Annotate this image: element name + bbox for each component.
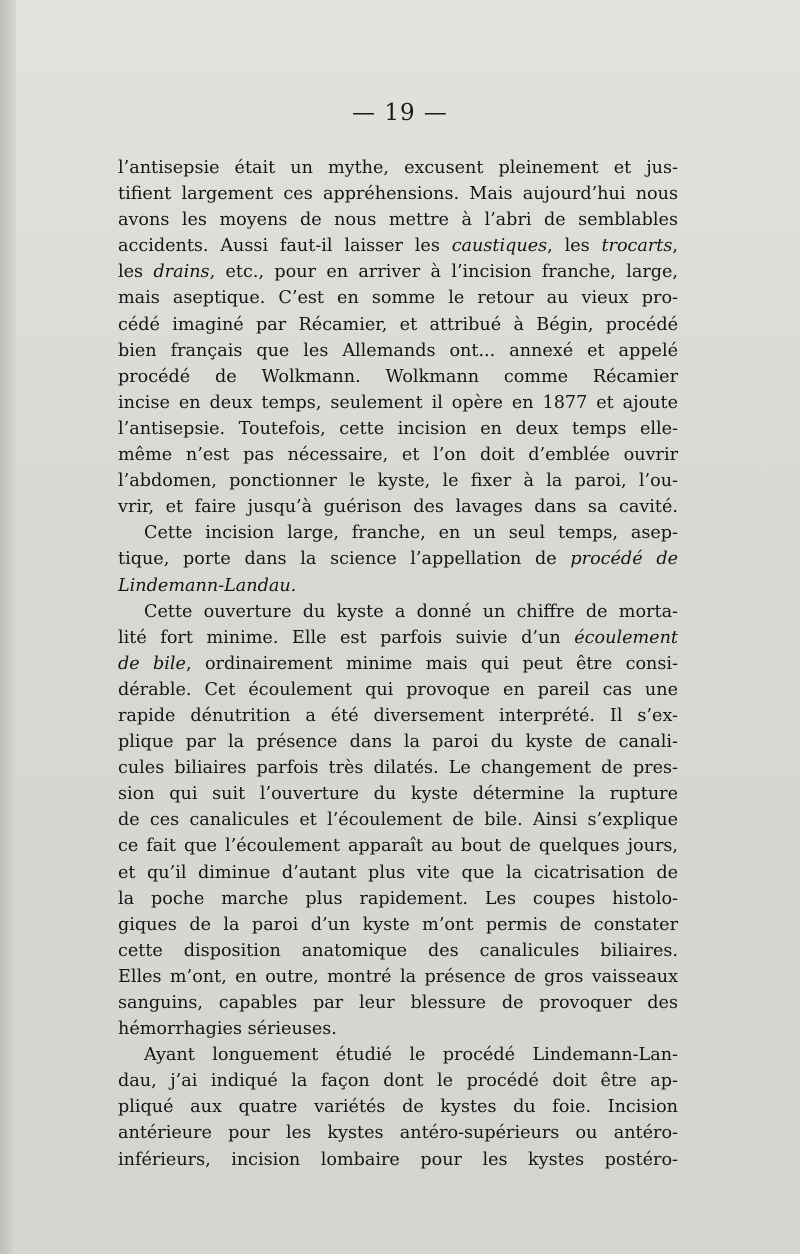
text-line <box>118 886 678 912</box>
text-segment: , ordinairement minime mais qui peut être consi- <box>185 653 678 674</box>
text-segment: , <box>672 236 678 257</box>
text-segment: l’abdomen, ponctionner le kyste, le fixer à la paroi, l’ou- <box>118 471 678 492</box>
text-line <box>118 1016 678 1042</box>
italic-text: drains <box>153 262 210 283</box>
text-line <box>118 1094 678 1120</box>
text-line <box>118 442 678 468</box>
text-segment: et qu’il diminue d’autant plus vite que la cicatrisation de <box>118 862 678 883</box>
text-segment: la poche marche plus rapidement. Les coupes histolo- <box>118 888 678 909</box>
text-segment: dau, j’ai indiqué la façon dont le procédé doit être ap- <box>118 1071 678 1092</box>
text-line <box>118 338 678 364</box>
text-segment: dérable. Cet écoulement qui provoque en pareil cas une <box>118 679 678 700</box>
text-segment: hémorrhagies sérieuses. <box>118 1019 337 1040</box>
text-line <box>118 912 678 938</box>
text-line <box>118 703 678 729</box>
text-segment: lité fort minime. Elle est parfois suivie d’un <box>118 627 575 648</box>
text-segment: sion qui suit l’ouverture du kyste détermine la rupture <box>118 784 678 805</box>
text-segment: de ces canalicules et l’écoulement de bile. Ainsi s’explique <box>118 810 678 831</box>
text-line <box>118 755 678 781</box>
text-segment: Cette incision large, franche, en un seul temps, asep- <box>144 523 678 544</box>
text-line <box>118 651 678 677</box>
text-line <box>118 468 678 494</box>
text-segment: avons les moyens de nous mettre à l’abri de semblables <box>118 210 678 231</box>
italic-text: de bile <box>118 653 186 674</box>
text-segment: antérieure pour les kystes antéro-supérieurs ou antéro- <box>118 1123 678 1144</box>
text-segment: bien français que les Allemands ont... annexé et appelé <box>118 340 678 361</box>
text-line <box>118 259 678 285</box>
text-segment: cules biliaires parfois très dilatés. Le changement de pres- <box>118 758 678 779</box>
text-segment: plique par la présence dans la paroi du kyste de canali- <box>118 732 678 753</box>
text-line <box>118 729 678 755</box>
text-line <box>118 860 678 886</box>
text-segment: tique, porte dans la science l’appellation de <box>118 549 571 570</box>
text-segment: même n’est pas nécessaire, et l’on doit d’emblée ouvrir <box>118 445 678 466</box>
text-segment: , etc., pour en arriver à l’incision franche, large, <box>209 262 678 283</box>
text-line <box>118 546 678 572</box>
text-segment: giques de la paroi d’un kyste m’ont permis de constater <box>118 914 678 935</box>
text-line <box>118 155 678 181</box>
text-line <box>118 364 678 390</box>
body-text <box>118 155 678 1173</box>
text-segment: les <box>118 262 154 283</box>
page-number: — 19 — <box>352 100 448 126</box>
text-segment: accidents. Aussi faut-il laisser les <box>118 236 452 257</box>
text-segment: pliqué aux quatre variétés de kystes du foie. Incision <box>118 1097 678 1118</box>
text-line <box>118 625 678 651</box>
text-segment: , les <box>547 236 602 257</box>
text-segment: Cette ouverture du kyste a donné un chiffre de morta- <box>144 601 678 622</box>
text-segment: rapide dénutrition a été diversement interprété. Il s’ex- <box>118 705 678 726</box>
text-line <box>118 573 678 599</box>
text-segment: l’antisepsie. Toutefois, cette incision en deux temps elle- <box>118 418 678 439</box>
text-line <box>118 599 678 625</box>
text-line <box>118 181 678 207</box>
text-line <box>118 964 678 990</box>
text-line <box>118 520 678 546</box>
italic-text: Lindemann-Landau. <box>118 575 297 596</box>
text-line <box>118 285 678 311</box>
text-segment: ce fait que l’écoulement apparaît au bout de quelques jours, <box>118 836 678 857</box>
text-line <box>118 833 678 859</box>
text-line <box>118 1068 678 1094</box>
text-segment: tifient largement ces appréhensions. Mais aujourd’hui nous <box>118 184 678 205</box>
text-line <box>118 1120 678 1146</box>
text-segment: inférieurs, incision lombaire pour les kystes postéro- <box>118 1149 678 1170</box>
text-segment: procédé de Wolkmann. Wolkmann comme Récamier <box>118 366 678 387</box>
text-segment: sanguins, capables par leur blessure de provoquer des <box>118 993 678 1013</box>
text-segment: Elles m’ont, en outre, montré la présence de gros vaisseaux <box>118 966 678 987</box>
text-segment: cédé imaginé par Récamier, et attribué à Bégin, procédé <box>118 314 678 335</box>
text-segment: mais aseptique. C’est en somme le retour au vieux pro- <box>118 288 678 309</box>
italic-text: caustiques <box>451 236 548 257</box>
text-segment: l’antisepsie était un mythe, excusent pleinement et jus- <box>118 158 678 178</box>
text-line <box>118 233 678 259</box>
text-line <box>118 677 678 703</box>
italic-text: écoulement <box>574 627 678 648</box>
text-segment: vrir, et faire jusqu’à guérison des lavages dans sa cavité. <box>118 497 678 518</box>
text-line <box>118 494 678 520</box>
text-segment: Ayant longuement étudié le procédé Lindemann-Lan- <box>144 1045 678 1066</box>
text-line <box>118 390 678 416</box>
italic-text: trocarts <box>601 236 673 257</box>
text-line <box>118 938 678 964</box>
text-line <box>118 807 678 833</box>
text-line <box>118 1147 678 1173</box>
text-line <box>118 416 678 442</box>
text-line <box>118 990 678 1016</box>
text-segment: cette disposition anatomique des canalicules biliaires. <box>118 940 678 961</box>
text-segment: incise en deux temps, seulement il opère en 1877 et ajoute <box>118 392 678 413</box>
text-line <box>118 207 678 233</box>
text-line <box>118 1042 678 1068</box>
text-line <box>118 312 678 338</box>
italic-text: procédé de <box>570 549 678 570</box>
text-line <box>118 781 678 807</box>
